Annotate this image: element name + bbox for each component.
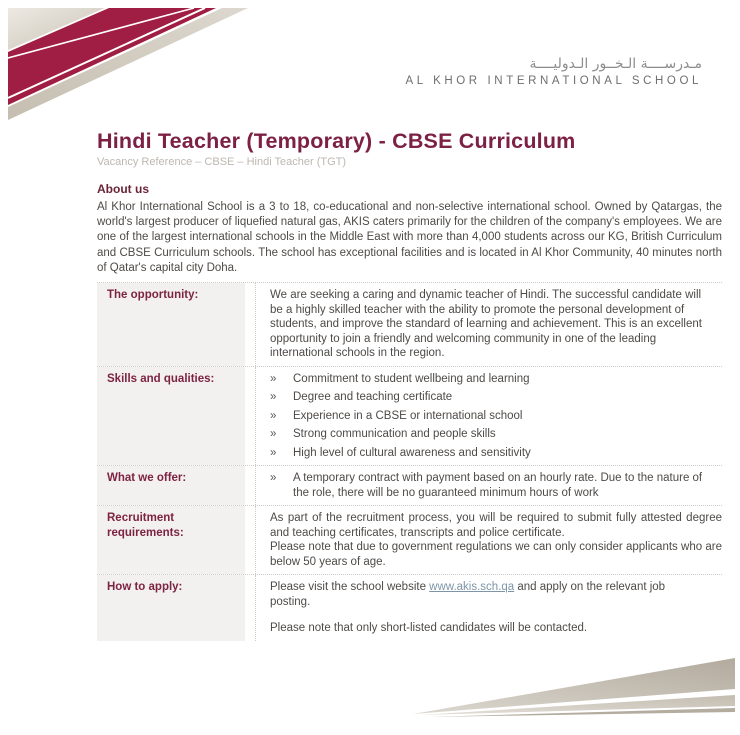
row-label: What we offer: [97, 466, 245, 505]
row-content [255, 466, 722, 505]
column-gap [245, 506, 255, 574]
top-left-ribbon-graphic [8, 8, 260, 122]
apply-text-post: and apply on the relevant job posting. [270, 581, 666, 608]
school-website-link[interactable]: www.akis.sch.qa [429, 581, 515, 594]
recruitment-text: Please note that due to government regulations we can only consider applicants who are below 50 years of age. [270, 541, 722, 568]
column-gap [245, 367, 255, 466]
logo-english-text: AL KHOR INTERNATIONAL SCHOOL [405, 74, 702, 87]
apply-text-pre: Please visit the school website [270, 581, 430, 594]
bottom-right-ribbon-graphic [408, 644, 735, 722]
bullet-item [270, 446, 722, 461]
row-label: Skills and qualities: [97, 367, 245, 466]
bullet-list [270, 372, 722, 461]
row-content [255, 575, 722, 641]
school-logo [405, 56, 702, 89]
column-gap [245, 466, 255, 505]
bullet-item [270, 390, 722, 405]
bullet-item [270, 372, 722, 387]
row-label: Recruitment requirements: [97, 506, 245, 574]
bullet-marker-icon: » [270, 409, 277, 422]
bullet-text: Strong communication and people skills [293, 428, 496, 441]
bullet-item [270, 471, 722, 500]
column-gap [245, 283, 255, 366]
bullet-text: A temporary contract with payment based on an hourly rate. Due to the nature of the role, there will be no guaranteed minimum hours of work [293, 472, 703, 499]
bullet-marker-icon: » [270, 472, 277, 485]
column-gap [245, 575, 255, 641]
bullet-marker-icon: » [270, 428, 277, 441]
bullet-text: Degree and teaching certificate [293, 391, 453, 404]
row-content [255, 283, 722, 366]
vacancy-reference: Vacancy Reference – CBSE – Hindi Teacher (TGT) [97, 156, 347, 168]
opportunity-text: We are seeking a caring and dynamic teacher of Hindi. The successful candidate will be a highly skilled teacher with the ability to promote the personal development of students, and improve the standard of learning and achievement. This is an excellent opportunity to join a friendly and welcoming community in one of the leading international schools in the region. [270, 289, 702, 360]
about-paragraph: Al Khor International School is a 3 to 18, co-educational and non-selective international school. Owned by Qatargas, the world's largest producer of liquefied natural gas, AKIS caters primarily for the children of the company's employees. We are one of the largest international schools in the Middle East with more than 4,000 students across our KG, British Curriculum and CBSE Curriculum schools. The school has exceptional facilities and is located in Al Khor Community, 40 minutes north of Qatar's capital city Doha. [97, 201, 722, 274]
bullet-item [270, 427, 722, 442]
apply-text [270, 580, 695, 609]
table-row-apply [97, 574, 722, 641]
row-content [255, 367, 722, 466]
row-label: How to apply: [97, 575, 245, 641]
bullet-marker-icon: » [270, 446, 277, 459]
bullet-text: Commitment to student wellbeing and learning [293, 372, 530, 385]
job-details-table [97, 282, 722, 641]
bullet-marker-icon: » [270, 391, 277, 404]
recruitment-text: As part of the recruitment process, you will be required to submit fully attested degree and teaching certificates, transcripts and police certificate. [270, 512, 722, 539]
job-title: Hindi Teacher (Temporary) - CBSE Curriculum [97, 129, 576, 153]
row-label: The opportunity: [97, 283, 245, 366]
logo-arabic-text: مـدرســــة الـخــور الـدوليــــة [529, 56, 702, 72]
bullet-text: High level of cultural awareness and sensitivity [293, 446, 531, 459]
apply-note: Please note that only short-listed candidates will be contacted. [270, 622, 588, 635]
row-content [255, 506, 722, 574]
table-row-opportunity [97, 282, 722, 366]
bullet-text: Experience in a CBSE or international school [293, 409, 523, 422]
table-row-skills [97, 366, 722, 466]
table-row-recruitment [97, 505, 722, 574]
table-row-offer [97, 465, 722, 505]
about-heading: About us [97, 182, 149, 196]
bullet-item [270, 409, 722, 424]
bullet-marker-icon: » [270, 372, 277, 385]
bullet-list [270, 471, 722, 500]
